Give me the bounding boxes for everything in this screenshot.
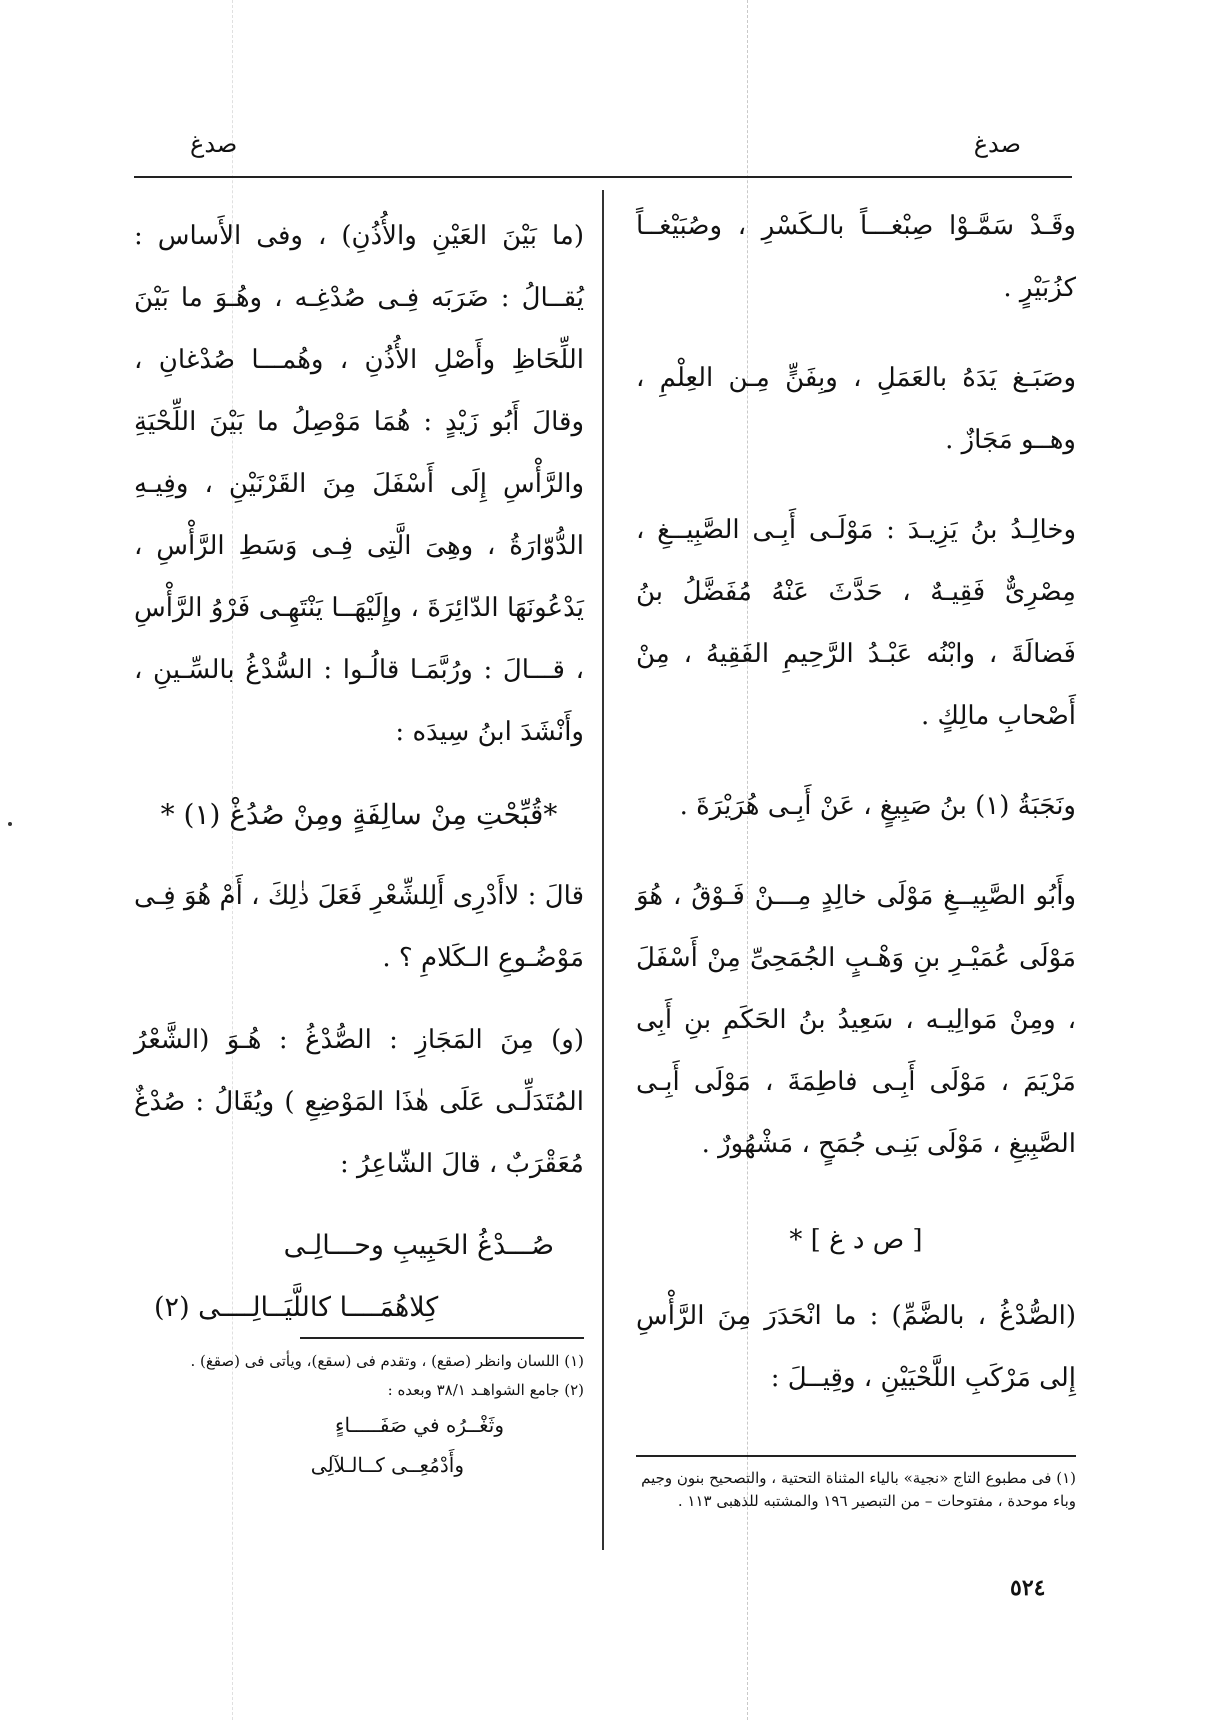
right-paragraph-6: (الصُّدْغُ ، بالضَّمِّ) : ما انْحَدَرَ مِنَ الرَّأْسِ إِلى مَرْكَبِ اللَّحْيَيْنِ ، وقِيــلَ : xyxy=(636,1301,1076,1393)
header-left-word: صدغ xyxy=(190,130,238,158)
column-divider xyxy=(602,190,604,1550)
footnote-right-1: (١) فى مطبوع التاج «نجية» بالياء المثناة التحتية ، والتصحيح بنون وجيم وباء موحدة ، مفتوحات – من التبصير ١٩٦ والمشتبه للذهبى ١١٣ . xyxy=(641,1469,1076,1510)
right-paragraph-4: ونَجَبَةُ (١) بنُ صَبِيغٍ ، عَنْ أَبِـى هُرَيْرَةَ . xyxy=(679,791,1076,821)
footnotes-left xyxy=(134,1350,584,1488)
right-paragraph-1: وقَـدْ سَمَّـوْا صِبْغـــاً بالـكَسْرِ ، وصُبَيْغــاً كزُبَيْرٍ . xyxy=(636,211,1076,303)
poem-line-1: صُـــدْغُ الحَبِيبِ وحـــالِـى xyxy=(283,1230,554,1261)
right-paragraph-3: وخالِـدُ بنُ يَزِيـدَ : مَوْلَـى أَبِـى الصَّبِيــغِ ، مِصْرِىٌّ فَقِيـهٌ ، حَدَّثَ عَنْهُ مُفَضَّلُ بنُ فَضالَةَ ، وابْنُه عَبْـدُ الرَّحِيمِ الفَقِيهُ ، مِنْ أَصْحابِ مالِكٍ . xyxy=(636,515,1076,731)
footnotes-right xyxy=(636,1467,1076,1519)
footnote-left-1: (١) اللسان وانظر (صقع) ، وتقدم فى (سقع)، ويأتى فى (صقغ) . xyxy=(190,1352,584,1370)
left-paragraph-1: (ما بَيْنَ العَيْنِ والأُذُنِ) ، وفى الأَساس : يُقــالُ : ضَرَبَه فِـى صُدْغِـه ، وهُـوَ ما بَيْنَ اللِّحَاظِ وأَصْلِ الأُذُنِ ، وهُمـــا صُدْغانِ ، وقالَ أَبُو زَيْدٍ : هُمَا مَوْصِلُ ما بَيْنَ اللِّحْيَةِ والرَّأْسِ إِلَى أَسْفَلَ مِنَ القَرْنَيْنِ ، وفِيـهِ الدُّوّارَةُ ، وهِىَ الَّتِى فِـى وَسَطِ الرَّأْسِ ، يَدْعُونَهَا الدّائِرَةَ ، وإِلَيْهَــا يَنْتَهِـى فَرْوُ الرَّأْسِ ، قـــالَ : ورُبَّمَـا قالُـوا : السُّدْغُ بالسِّـينِ ، وأَنْشَدَ ابنُ سِيدَه : xyxy=(134,221,584,747)
header-rule xyxy=(134,176,1072,178)
footnote-verse-2: وأَدْمُعِــى كــالـلآلِى xyxy=(310,1453,464,1477)
right-column xyxy=(636,195,1076,1437)
left-paragraph-2: قالَ : لاأَدْرِى أَلِلشِّعْرِ فَعَلَ ذٰلِكَ ، أَمْ هُوَ فِـى مَوْضُـوعِ الـكَلامِ ؟ . xyxy=(134,881,584,973)
left-paragraph-3: (و) مِنَ المَجَازِ : الصُّدْغُ : هُـوَ (الشَّعْرُ المُتَدَلِّـى عَلَى هٰذَا المَوْضِعِ ) ويُقَالُ : صُدْغٌ مُعَقْرَبٌ ، قالَ الشّاعِرُ : xyxy=(134,1025,584,1179)
footnote-rule-right xyxy=(636,1455,1076,1457)
entry-heading: [ ص د غ ] * xyxy=(789,1225,923,1255)
footnote-verse-1: وثَغْــرُه في صَفَـــــاءٍ xyxy=(335,1413,504,1437)
left-column xyxy=(134,205,584,1339)
right-paragraph-5: وأَبُو الصَّبِيــغِ مَوْلَى خالِدٍ مِـــنْ فَـوْقُ ، هُوَ مَوْلَى عُمَيْـرِ بنِ وَهْـبٍ الجُمَحِىِّ مِنْ أَسْفَلَ ، ومِنْ مَوالِيـه ، سَعِيدُ بنُ الحَكَمِ بنِ أَبِى مَرْيَمَ ، مَوْلَى أَبِـى فاطِمَةَ ، مَوْلَى أَبِـى الصَّبِيغِ ، مَوْلَى بَنِـى جُمَحٍ ، مَشْهُورٌ . xyxy=(636,881,1076,1159)
header-right-word: صدغ xyxy=(973,130,1021,158)
scan-speck xyxy=(8,822,12,826)
poem-line-2: كِلاهُمَــــا كاللَّيَــالِــــى (٢) xyxy=(154,1292,439,1323)
page-number: ٥٢٤ xyxy=(1010,1575,1046,1601)
right-paragraph-2: وصَبَـغ يَدَهُ بالعَمَلِ ، وبِفَنٍّ مِـن العِلْمِ ، وهــو مَجَازٌ . xyxy=(636,363,1076,455)
left-verse: *قُبِّحْتِ مِنْ سالِفَةٍ ومِنْ صُدُغْ (١) * xyxy=(160,798,558,831)
footnote-left-2: (٢) جامع الشواهـد ٣٨/١ وبعده : xyxy=(387,1381,584,1399)
footnote-rule-left xyxy=(300,1337,584,1339)
